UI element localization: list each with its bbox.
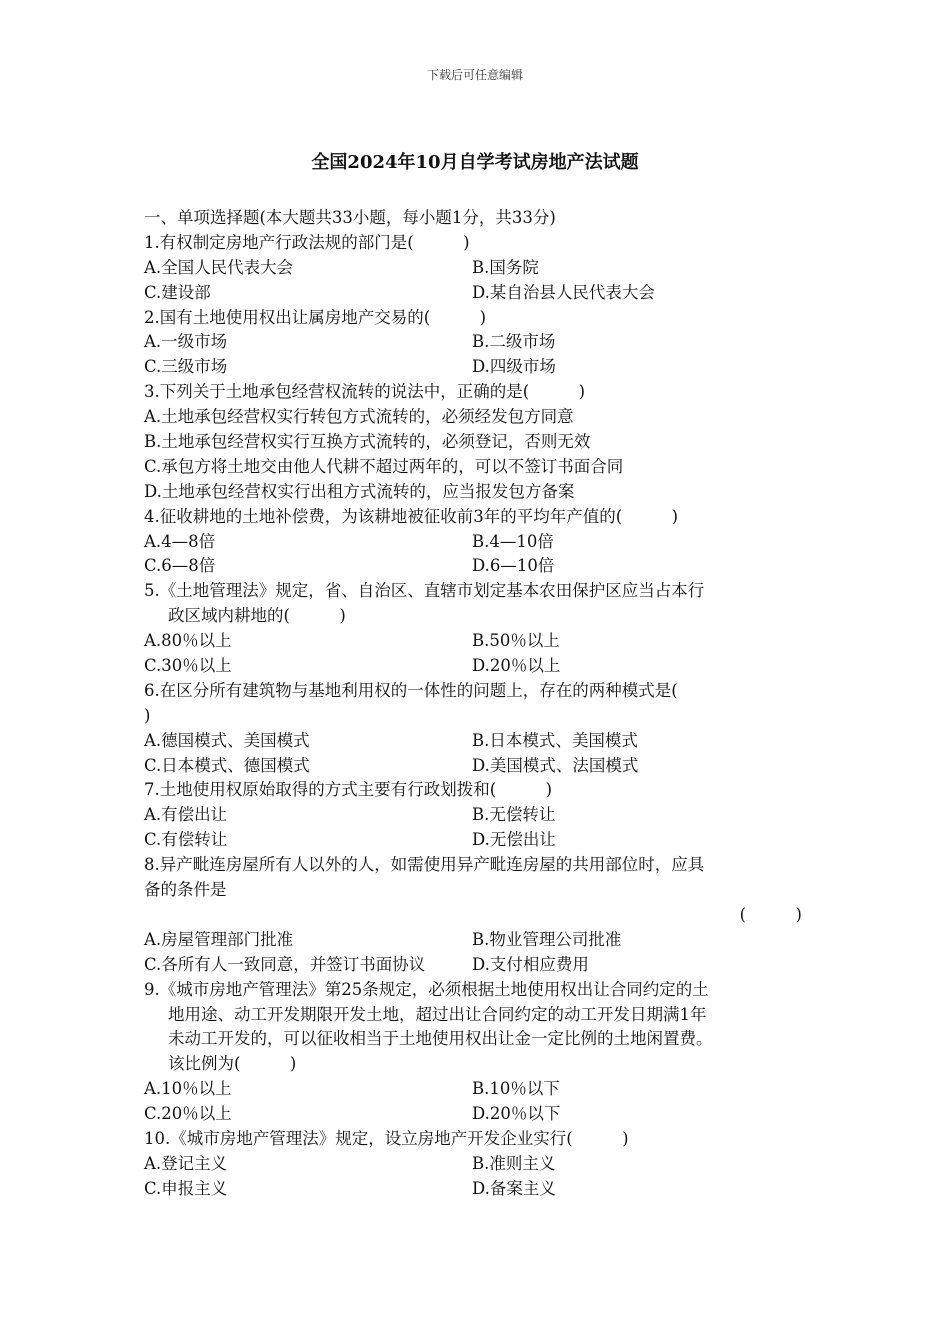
question-1-stem: 1.有权制定房地产行政法规的部门是( ) [144,232,470,252]
question-9-stem-cont: 未动工开发的，可以征收相当于土地使用权出让金一定比例的土地闲置费。 [168,1029,713,1049]
option-d: D.6—10倍 [472,556,555,576]
question-1-options-row [144,256,808,281]
option-a: A.房屋管理部门批准 [144,929,294,949]
option-c: C.承包方将土地交由他人代耕不超过两年的，可以不签订书面合同 [144,456,624,476]
option-c: C.各所有人一致同意，并签订书面协议 [144,954,426,974]
option-c: C.申报主义 [144,1178,228,1198]
question-6-stem: 6.在区分所有建筑物与基地利用权的一体性的问题上，存在的两种模式是( [144,680,678,700]
question-2-stem: 2.国有土地使用权出让属房地产交易的( ) [144,307,487,327]
header-note: 下载后可任意编辑 [426,68,523,82]
option-d: D.20％以下 [472,1104,561,1124]
option-a: A.80％以上 [144,631,232,651]
option-b: B.无偿转让 [472,805,556,825]
option-a: A.全国人民代表大会 [144,257,294,277]
option-d: D.备案主义 [472,1178,556,1198]
option-a: A.登记主义 [144,1153,228,1173]
option-d: D.20％以上 [472,656,561,676]
question-2-options-row [144,355,808,380]
option-c: C.三级市场 [144,357,228,377]
option-c: C.有偿转让 [144,830,228,850]
question-6-options-row [144,754,808,779]
question-7-options-row [144,803,808,828]
option-b: B.国务院 [472,257,539,277]
question-2-options-row [144,330,808,355]
option-d: D.支付相应费用 [472,954,589,974]
option-b: B.10％以下 [472,1079,560,1099]
option-a: A.4—8倍 [144,531,216,551]
option-a: A.德国模式、美国模式 [144,730,310,750]
option-d: D.无偿出让 [472,830,556,850]
option-b: B.4—10倍 [472,531,554,551]
option-a: A.土地承包经营权实行转包方式流转的，必须经发包方同意 [144,407,574,427]
question-8-options-row [144,928,808,953]
question-9-stem-cont: 地用途、动工开发期限开发土地，超过出让合同约定的动工开发日期满1年 [168,1004,707,1024]
section-heading: 一、单项选择题(本大题共33小题，每小题1分，共33分) [144,208,556,227]
option-c: C.30％以上 [144,656,232,676]
question-4-stem: 4.征收耕地的土地补偿费，为该耕地被征收前3年的平均年产值的( ) [144,506,679,526]
question-5-options-row [144,654,808,679]
question-8-stem-cont: 备的条件是 [144,880,227,900]
question-9-options-row [144,1077,808,1102]
option-c: C.20％以上 [144,1104,232,1124]
option-d: D.四级市场 [472,357,556,377]
option-d: D.美国模式、法国模式 [472,755,639,775]
answer-bracket: ( ) [739,904,802,924]
question-5-stem-cont: 政区域内耕地的( ) [168,606,346,626]
option-a: A.一级市场 [144,332,228,352]
page-title: 全国2024年10月自学考试房地产法试题 [311,152,639,173]
question-3-stem: 3.下列关于土地承包经营权流转的说法中，正确的是( ) [144,382,586,402]
question-6-options-row [144,729,808,754]
question-9-stem: 9.《城市房地产管理法》第25条规定，必须根据土地使用权出让合同约定的土 [144,979,709,999]
question-5-stem: 5.《土地管理法》规定，省、自治区、直辖市划定基本农田保护区应当占本行 [144,581,705,601]
option-c: C.建设部 [144,282,211,302]
option-a: A.有偿出让 [144,805,228,825]
option-b: B.日本模式、美国模式 [472,730,638,750]
question-4-options-row [144,530,808,555]
question-8-options-row [144,953,808,978]
option-b: B.物业管理公司批准 [472,929,622,949]
option-c: C.日本模式、德国模式 [144,755,310,775]
question-10-options-row [144,1177,808,1202]
question-5-options-row [144,629,808,654]
question-8-stem: 8.异产毗连房屋所有人以外的人，如需使用异产毗连房屋的共用部位时，应具 [144,855,705,875]
exam-content [144,206,808,1202]
option-d: D.土地承包经营权实行出租方式流转的，应当报发包方备案 [144,481,575,501]
option-d: D.某自治县人民代表大会 [472,282,655,302]
question-1-options-row [144,281,808,306]
option-c: C.6—8倍 [144,556,216,576]
option-b: B.50％以上 [472,631,560,651]
question-7-options-row [144,828,808,853]
question-9-options-row [144,1102,808,1127]
question-10-options-row [144,1152,808,1177]
option-b: B.二级市场 [472,332,556,352]
option-b: B.土地承包经营权实行互换方式流转的，必须登记，否则无效 [144,432,591,452]
option-a: A.10％以上 [144,1079,232,1099]
question-6-stem-cont: ) [144,705,151,725]
question-10-stem: 10.《城市房地产管理法》规定，设立房地产开发企业实行( ) [144,1128,629,1148]
question-4-options-row [144,554,808,579]
option-b: B.准则主义 [472,1153,556,1173]
question-9-stem-cont: 该比例为( ) [168,1054,297,1074]
question-7-stem: 7.土地使用权原始取得的方式主要有行政划拨和( ) [144,780,553,800]
